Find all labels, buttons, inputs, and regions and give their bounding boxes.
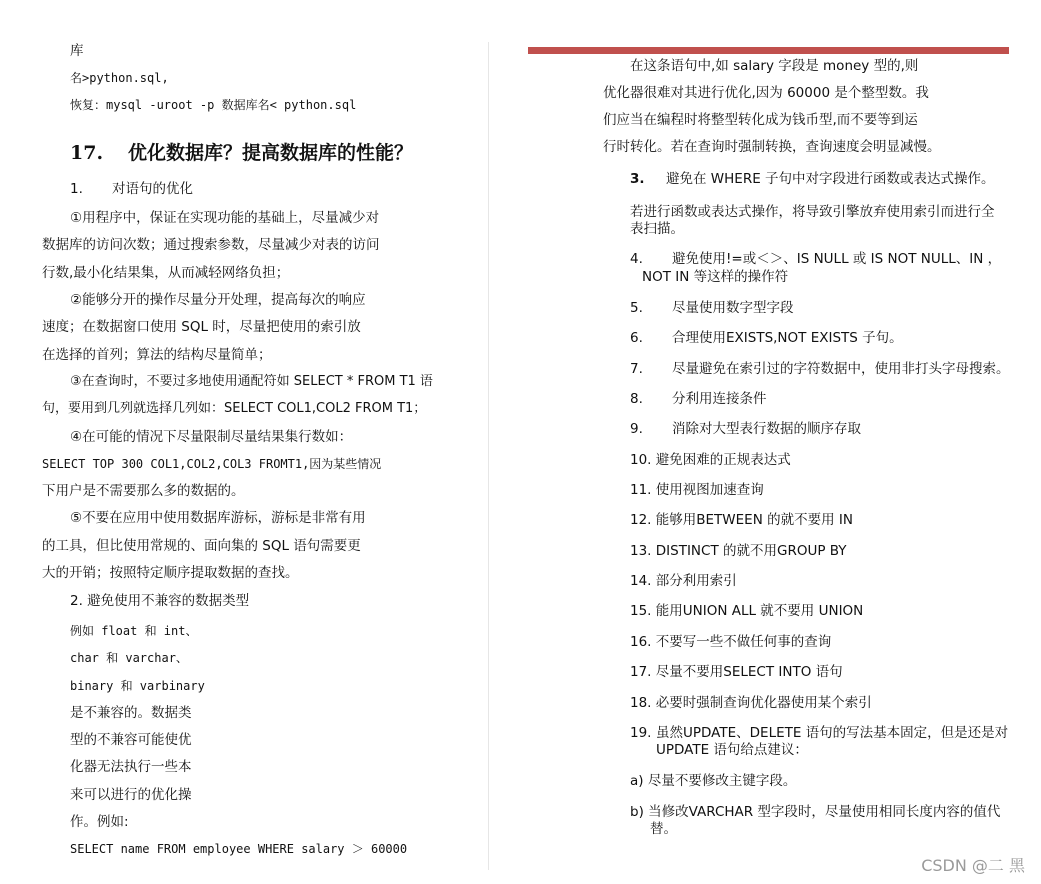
text-line: 库 — [70, 43, 84, 59]
list-item: 2. 避免使用不兼容的数据类型 — [70, 593, 250, 609]
sub-item: a) 尽量不要修改主键字段。 — [630, 773, 797, 789]
text-line: binary 和 varbinary — [70, 679, 205, 693]
item-number: 8. — [630, 391, 643, 407]
item-number: 6. — [630, 330, 643, 346]
item-number: 3. — [630, 171, 645, 187]
text-line: 行时转化。若在查询时强制转换，查询速度会明显减慢。 — [603, 139, 941, 155]
list-item — [630, 250, 1001, 268]
list-item — [630, 724, 1008, 742]
text-line: 化器无法执行一些本 — [70, 759, 192, 775]
heading-number: 17. — [70, 142, 104, 164]
item-text: 分利用连接条件 — [672, 391, 767, 407]
list-item: 11. 使用视图加速查询 — [630, 482, 764, 498]
text-line: UPDATE 语句给点建议： — [656, 742, 808, 758]
list-item: 12. 能够用BETWEEN 的就不要用 IN — [630, 512, 853, 528]
item-number: 4. — [630, 251, 643, 267]
text-line: 作。例如: — [70, 814, 129, 830]
accent-bar — [528, 47, 1009, 54]
list-item: 13. DISTINCT 的就不用GROUP BY — [630, 543, 847, 559]
text-line: 来可以进行的优化操 — [70, 787, 192, 803]
list-item — [630, 390, 767, 408]
item-number: 1. — [70, 181, 83, 197]
text-line: 表扫描。 — [630, 221, 684, 237]
item-number: 7. — [630, 361, 643, 377]
text-line: 例如 float 和 int、 — [70, 624, 198, 638]
text-line: ⑤不要在应用中使用数据库游标，游标是非常有用 — [70, 510, 366, 526]
item-text: 避免在 WHERE 子句中对字段进行函数或表达式操作。 — [666, 171, 995, 187]
item-text: 尽量避免在索引过的字符数据中，使用非打头字母搜索。 — [672, 361, 1010, 377]
list-item: 10. 避免困难的正规表达式 — [630, 452, 791, 468]
text-line: 在这条语句中,如 salary 字段是 money 型的,则 — [630, 58, 919, 74]
list-item: 15. 能用UNION ALL 就不要用 UNION — [630, 603, 864, 619]
text-line: SELECT TOP 300 COL1,COL2,COL3 FROMT1,因为某些情况 — [42, 457, 382, 471]
list-item: 16. 不要写一些不做任何事的查询 — [630, 634, 832, 650]
list-item — [630, 420, 861, 438]
section-heading — [70, 138, 413, 165]
text-line: 优化器很难对其进行优化,因为 60000 是个整型数。我 — [603, 85, 929, 101]
text-line: 若进行函数或表达式操作，将导致引擎放弃使用索引而进行全 — [630, 204, 995, 220]
text-line: 的工具，但比使用常规的、面向集的 SQL 语句需要更 — [42, 538, 361, 554]
item-number: 19. — [630, 725, 652, 741]
text-line: 恢复：mysql -uroot -p 数据库名< python.sql — [70, 98, 357, 112]
item-text: 对语句的优化 — [112, 181, 193, 197]
item-text: 尽量使用数字型字段 — [672, 300, 794, 316]
item-number: 9. — [630, 421, 643, 437]
text-line: 型的不兼容可能使优 — [70, 732, 192, 748]
list-item: 14. 部分利用索引 — [630, 573, 737, 589]
text-line: 替。 — [650, 821, 677, 837]
list-item — [630, 360, 1010, 378]
item-number: 5. — [630, 300, 643, 316]
item-text: 避免使用!=或＜＞、IS NULL 或 IS NOT NULL、IN ， — [672, 251, 1002, 267]
list-item — [630, 299, 794, 317]
text-line: ①用程序中，保证在实现功能的基础上，尽量减少对 — [70, 210, 380, 226]
code-line: SELECT name FROM employee WHERE salary ＞ 60000 — [70, 842, 408, 856]
sub-item: b) 当修改VARCHAR 型字段时，尽量使用相同长度内容的值代 — [630, 804, 1001, 820]
page-divider — [488, 42, 489, 870]
text-line: 们应当在编程时将整型转化成为钱币型,而不要等到运 — [603, 112, 918, 128]
text-line: 大的开销；按照特定顺序提取数据的查找。 — [42, 565, 299, 581]
text-line: 速度；在数据窗口使用 SQL 时，尽量把使用的索引放 — [42, 319, 361, 335]
text-line: NOT IN 等这样的操作符 — [642, 269, 789, 285]
heading-text: 优化数据库？提高数据库的性能？ — [128, 142, 414, 164]
text-line: ④在可能的情况下尽量限制尽量结果集行数如： — [70, 429, 353, 445]
text-line: 名>python.sql, — [70, 71, 169, 85]
list-item — [70, 180, 193, 198]
text-line: 在选择的首列；算法的结构尽量简单； — [42, 347, 272, 363]
text-line: 数据库的访问次数；通过搜索参数，尽量减少对表的访问 — [42, 237, 380, 253]
text-line: 句，要用到几列就选择几列如：SELECT COL1,COL2 FROM T1； — [42, 401, 427, 416]
text-line: ②能够分开的操作尽量分开处理，提高每次的响应 — [70, 292, 366, 308]
watermark: CSDN @二 黑 — [921, 856, 1025, 875]
list-item — [630, 329, 903, 347]
list-item: 17. 尽量不要用SELECT INTO 语句 — [630, 664, 843, 680]
item-text: 虽然UPDATE、DELETE 语句的写法基本固定，但是还是对 — [656, 725, 1009, 741]
text-line: 下用户是不需要那么多的数据的。 — [42, 483, 245, 499]
text-line: char 和 varchar、 — [70, 651, 188, 665]
list-item: 18. 必要时强制查询优化器使用某个索引 — [630, 695, 872, 711]
text-line: 行数,最小化结果集，从而减轻网络负担； — [42, 265, 290, 281]
text-line: 是不兼容的。数据类 — [70, 705, 192, 721]
text-line: ③在查询时，不要过多地使用通配符如 SELECT * FROM T1 语 — [70, 374, 433, 389]
item-text: 消除对大型表行数据的顺序存取 — [672, 421, 861, 437]
list-item — [630, 170, 995, 188]
item-text: 合理使用EXISTS,NOT EXISTS 子句。 — [672, 330, 903, 346]
